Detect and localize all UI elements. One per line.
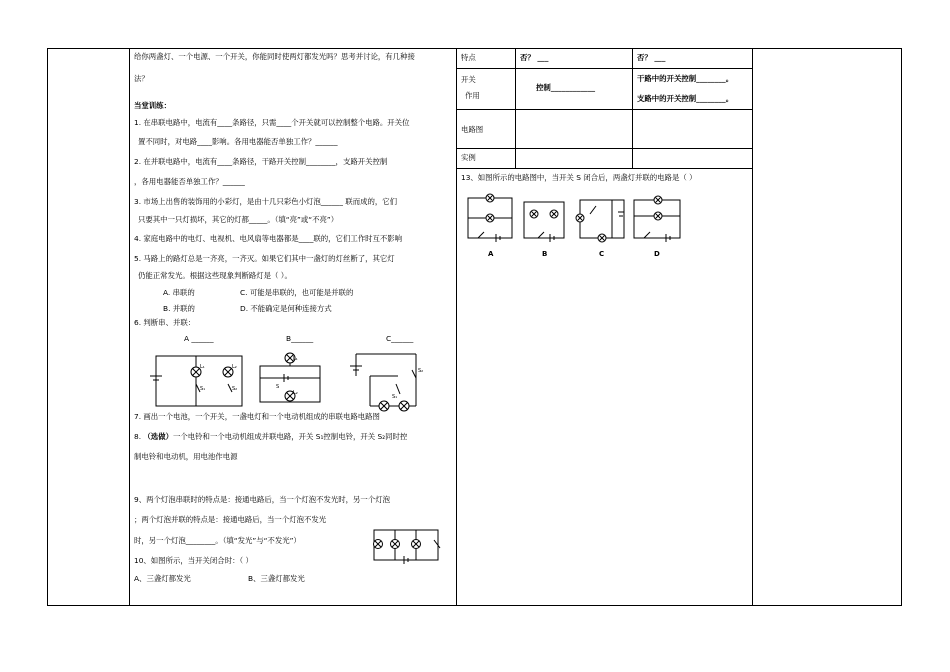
q5-line-1: 5. 马路上的路灯总是一齐亮，一齐灭。如果它们其中一盏灯的灯丝断了，其它灯 — [134, 254, 395, 263]
q5-line-2: 仍能正常发光。根据这些现象判断路灯是（ ）。 — [138, 271, 292, 280]
q9-line-3: 时，另一个灯泡________。（填“发光”与“不发光”） — [134, 536, 301, 545]
frame-col2 — [456, 48, 457, 606]
frame-right — [901, 48, 902, 606]
q13-circuit-diagrams — [462, 192, 686, 258]
q7: 7. 画出一个电池，一个开关，一盏电灯和一个电动机组成的串联电路电路图 — [134, 412, 380, 421]
circuit-a — [150, 356, 242, 406]
q10-option-a: A、三盏灯都发光 — [134, 574, 191, 583]
circuit-13b — [524, 202, 564, 242]
table-row-feature-label: 特点 — [461, 53, 476, 62]
svg-text:L₂: L₂ — [293, 390, 298, 396]
circuit-c — [350, 354, 416, 411]
q2-line-1: 2. 在并联电路中，电流有____条路径，干路开关控制________，支路开关控制 — [134, 157, 388, 166]
q10-option-b: B、三盏灯都发光 — [248, 574, 305, 583]
intro-line-2: 法？ — [134, 74, 149, 83]
q13-label-a: A — [488, 250, 494, 258]
svg-text:S₁: S₁ — [200, 386, 206, 392]
frame-top — [47, 48, 902, 49]
table-row-feature-parallel: 否？ ___ — [637, 53, 666, 62]
frame-col3 — [752, 48, 753, 606]
q5-option-c: C. 可能是串联的，也可能是并联的 — [240, 288, 354, 297]
circuit-b — [260, 353, 320, 402]
table-switch-branch: 支路中的开关控制________。 — [637, 94, 734, 103]
frame-bottom — [47, 605, 902, 606]
section-heading: 当堂训练： — [134, 101, 171, 110]
q5-option-b: B. 并联的 — [163, 304, 195, 313]
q8-line-1 — [134, 432, 407, 442]
svg-text:S₂: S₂ — [418, 368, 424, 374]
q8-number: 8. — [134, 432, 144, 441]
q6-label-b: B______ — [286, 334, 314, 343]
table-diagram-label: 电路图 — [461, 125, 484, 134]
circuit-13c — [576, 200, 624, 242]
q9-line-1: 9、两个灯泡串联时的特点是：接通电路后，当一个灯泡不发光时，另一个灯泡 — [134, 495, 390, 504]
q8-optional-tag: （选做） — [143, 432, 173, 441]
q5-option-d: D. 不能确定是何种连接方式 — [240, 304, 332, 313]
table-example-label: 实例 — [461, 153, 476, 162]
q6-label-c: C______ — [386, 334, 414, 343]
svg-text:S₁: S₁ — [392, 394, 398, 400]
frame-left — [47, 48, 48, 606]
q5-option-a: A. 串联的 — [163, 288, 195, 297]
table-switch-label-1: 开关 — [461, 75, 476, 84]
circuit-13a — [468, 194, 512, 242]
q3-line-1: 3. 市场上出售的装饰用的小彩灯，是由十几只彩色小灯泡______ 联而成的，它们 — [134, 197, 398, 206]
svg-text:L₂: L₂ — [232, 364, 237, 370]
q6-label-a: A ______ — [184, 334, 214, 343]
q13-label-c: C — [599, 250, 605, 258]
intro-line-1: 给你两盏灯、一个电源、一个开关，你能同时使两灯都发光吗？思考并讨论，有几种接 — [134, 52, 415, 61]
svg-text:L₁: L₁ — [293, 356, 298, 362]
q4: 4. 家庭电路中的电灯、电视机、电风扇等电器都是____联的，它们工作时互不影响 — [134, 234, 403, 243]
table-row-feature-series: 否？ ___ — [520, 53, 549, 62]
svg-text:S: S — [276, 384, 280, 390]
table-switch-series: 控制____________ — [536, 83, 596, 92]
q8-line-1-text: 一个电铃和一个电动机组成并联电路，开关 S₁控制电铃，开关 S₂同时控 — [172, 432, 408, 441]
q2-line-2: ，各用电器能否单独工作？______ — [134, 177, 245, 186]
table-switch-label-2: 作用 — [465, 91, 480, 100]
q6: 6. 判断串、并联： — [134, 318, 196, 327]
table-switch-trunk: 干路中的开关控制________。 — [637, 74, 734, 83]
q9-line-2: ；两个灯泡并联的特点是：接通电路后，当一个灯泡不发光 — [134, 515, 327, 524]
q6-circuit-diagrams — [148, 348, 448, 414]
q13-label-d: D — [654, 250, 660, 258]
svg-text:S₂: S₂ — [232, 386, 238, 392]
svg-text:L₁: L₁ — [200, 364, 205, 370]
frame-col1 — [129, 48, 130, 606]
q10-circuit-diagram — [368, 524, 448, 566]
q10: 10、如图所示，当开关闭合时：（ ） — [134, 556, 253, 565]
q13: 13、如图所示的电路图中，当开关 S 闭合后，两盏灯并联的电路是（ ） — [461, 173, 697, 182]
q8-line-2: 制电铃和电动机，用电池作电源 — [134, 452, 238, 461]
q13-label-b: B — [542, 250, 548, 258]
q1-line-1: 1. 在串联电路中，电流有____条路径，只需____个开关就可以控制整个电路。开关位 — [134, 118, 410, 127]
q3-line-2: 只要其中一只灯损坏，其它的灯都_____。（填“亮”或“不亮”） — [138, 215, 339, 224]
circuit-13d — [634, 196, 680, 242]
q1-line-2: 置不同时，对电路____影响。各用电器能否单独工作？______ — [138, 137, 338, 146]
